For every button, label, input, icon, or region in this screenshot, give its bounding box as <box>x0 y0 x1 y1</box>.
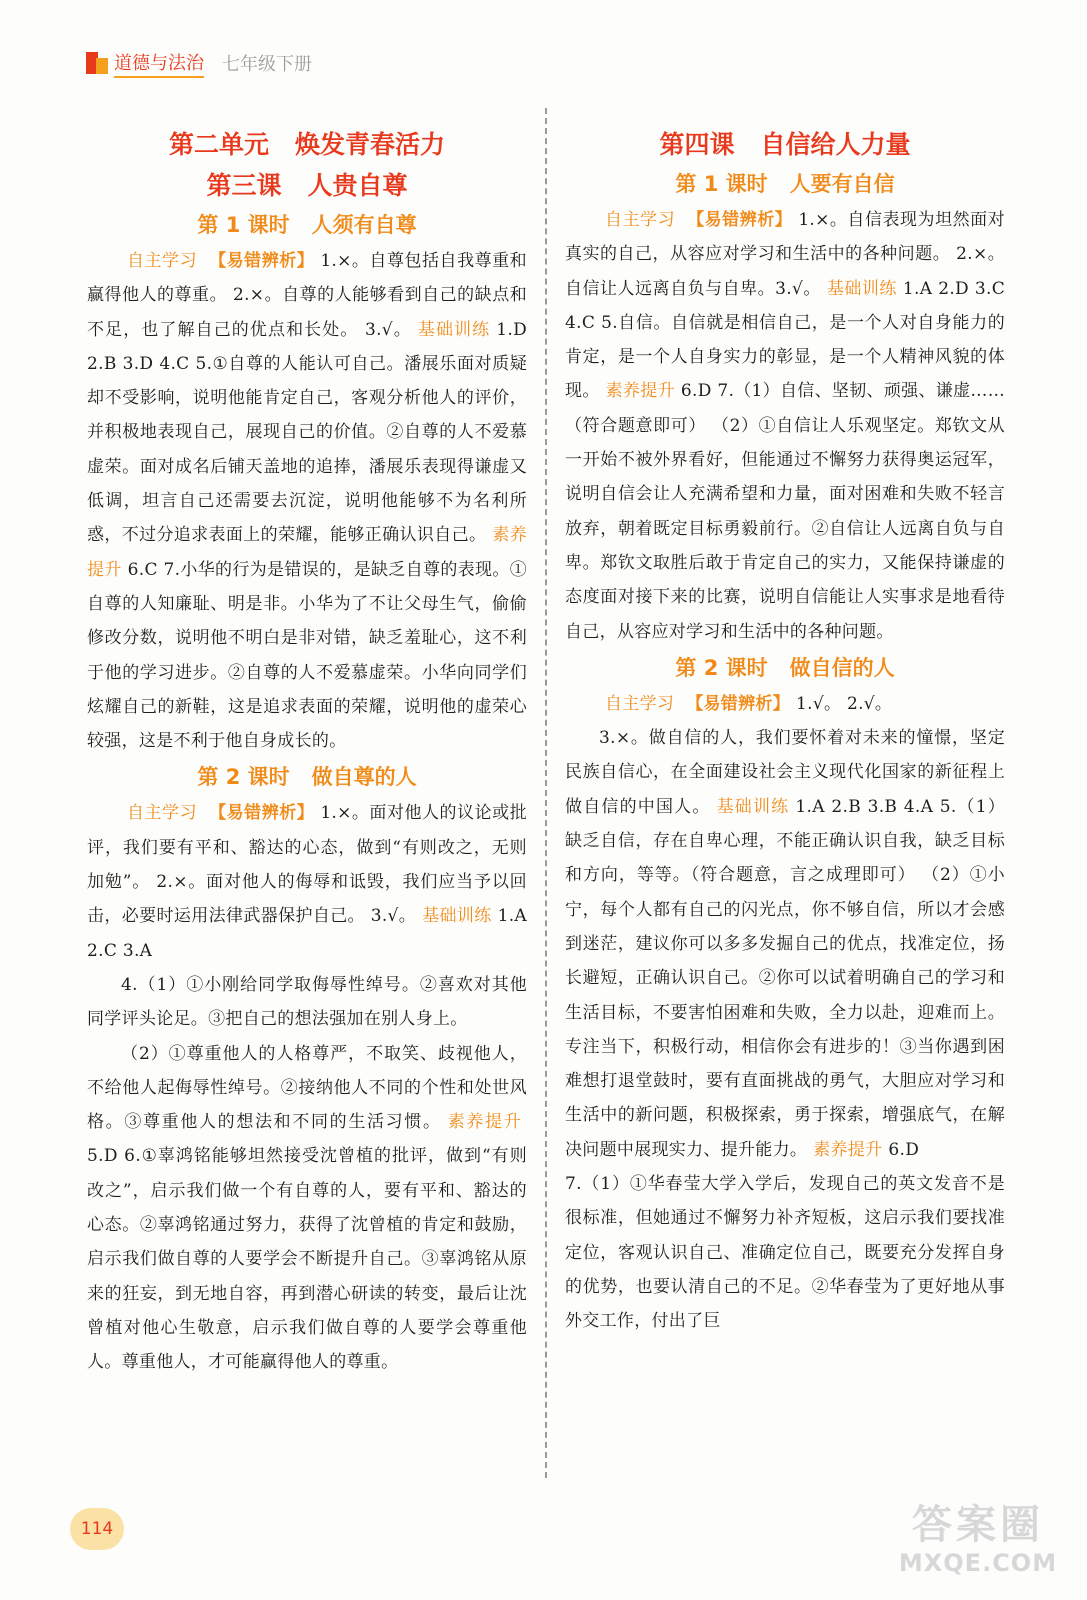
section-tag-basic-training: 基础训练 <box>422 906 492 927</box>
section-tag-basic-training: 基础训练 <box>716 796 790 817</box>
answer-text: 6.C 7.小华的行为是错误的，是缺乏自尊的表现。①自尊的人知廉耻、明是非。小华为了不让父母生气，偷偷修改分数，说明他不明白是非对错，缺乏羞耻心，这不利于他的学习进步。②自尊的人不爱慕虚荣。小华向同学们炫耀自己的新鞋，这是追求表面的荣耀，说明他的虚荣心较强，这是不利于他自身成长的。 <box>87 559 527 752</box>
column-divider <box>545 108 547 1478</box>
lesson-title: 第三课 人贵自尊 <box>206 171 408 200</box>
watermark-logo <box>893 1502 1063 1590</box>
answer-text: 1.√。 2.√。 <box>796 693 893 714</box>
answer-text: 1.×。自信表现为坦然面对真实的自己，从容应对学习和生活中的各种问题。 2.×。自信让人远离自负与自卑。3.√。 <box>565 210 1005 299</box>
answer-paragraph <box>565 721 1005 1167</box>
section-tag-basic-training: 基础训练 <box>826 278 897 299</box>
section-tag-basic-training: 基础训练 <box>417 319 491 340</box>
answer-text: 1.×。自尊包括自我尊重和赢得他人的尊重。 2.×。自尊的人能够看到自己的缺点和不足，也了解自己的优点和长处。 3.√。 <box>87 251 527 340</box>
section-tag-self-study: 自主学习 <box>605 693 675 714</box>
section-tag-self-study: 自主学习 <box>127 803 198 824</box>
book-grade: 七年级下册 <box>222 54 312 75</box>
section-tag-improvement: 素养提升 <box>447 1112 522 1133</box>
answer-text: 1.A 2.B 3.B 4.A 5.（1）缺乏自信，存在自卑心理，不能正确认识自我，缺乏目标和方向，等等。（符合题意，言之成理即可） （2）①小宁，每个人都有自己的闪光点，你不够自信，所以才会感到迷茫，建议你可以多多发掘自己的优点，找准定位，扬长避短，正确认识自己。②你可以试着明确自己的学习和生活目标，不要害怕困难和失败，全力以赴，迎难而上。专注当下，积极行动，相信你会有进步的！③当你遇到困难想打退堂鼓时，要有直面挑战的勇气，大胆应对学习和生活中的新问题，积极探索，勇于探索，增强底气，在解决问题中展现实力、提升能力。 <box>565 796 1006 1160</box>
unit-title: 第二单元 焕发青春活力 <box>168 130 446 159</box>
left-column <box>87 124 527 1380</box>
book-logo-icon <box>86 52 108 74</box>
page-header <box>86 48 312 78</box>
section-tag-error-analysis: 【易错辨析】 <box>209 803 315 824</box>
answer-paragraph: 7.（1）①华春莹大学入学后，发现自己的英文发音不是很标准，但她通过不懈努力补齐短板，这启示我们要找准定位，客观认识自己、准确定位自己，既要充分发挥自身的优势，也要认清自己的不足。②华春莹为了更好地从事外交工作，付出了巨 <box>565 1174 1005 1332</box>
answer-text: 1.D 2.B 3.D 4.C 5.①自尊的人能认可自己。潘展乐面对质疑却不受影响，说明他能肯定自己，客观分析他人的评价，并积极地表现自己，展现自己的价值。②自尊的人不爱慕虚荣。面对成名后铺天盖地的追捧，潘展乐表现得谦虚又低调，坦言自己还需要去沉淀，说明他能够不为名利所惑，不过分追求表面上的荣耀，能够正确认识自己。 <box>87 319 527 546</box>
answer-paragraph <box>87 1037 527 1380</box>
answer-paragraph <box>565 687 1005 721</box>
answer-paragraph <box>87 796 527 967</box>
page-number: 114 <box>70 1508 124 1550</box>
answer-text: 1.A 2.D 3.C 4.C 5.自信。自信就是相信自己，是一个人对自身能力的肯定，是一个人自身实力的彰显，是一个人精神风貌的体现。 <box>565 278 1005 402</box>
section-tag-improvement: 素养提升 <box>605 381 675 402</box>
section-tag-error-analysis: 【易错辨析】 <box>686 693 791 714</box>
section-tag-improvement: 素养提升 <box>813 1139 883 1160</box>
period-title: 第 1 课时 人要有自信 <box>675 172 895 196</box>
watermark-text-en: MXQE.COM <box>898 1549 1058 1577</box>
section-tag-error-analysis: 【易错辨析】 <box>687 210 793 230</box>
period-title: 第 1 课时 人须有自尊 <box>197 213 417 237</box>
answer-text: 3.×。做自信的人，我们要怀着对未来的憧憬，坚定民族自信心，在全面建设社会主义现代化国家的新征程上做自信的中国人。 <box>565 728 1005 817</box>
answer-text: 5.D 6.①辜鸿铭能够坦然接受沈曾植的批评，做到“有则改之”，启示我们做一个有自尊的人，要有平和、豁达的心态。②辜鸿铭通过努力，获得了沈曾植的肯定和鼓励，启示我们做自尊的人要学会不断提升自己。③辜鸿铭从原来的狂妄，到无地自容，再到潜心研读的转变，最后让沈曾植对他心生敬意，启示我们做自尊的人要学会尊重他人。尊重他人，才可能赢得他人的尊重。 <box>87 1146 527 1373</box>
answer-paragraph <box>565 203 1005 649</box>
answer-text: 1.×。面对他人的议论或批评，我们要有平和、豁达的心态，做到“有则改之，无则加勉”。 2.×。面对他人的侮辱和诋毁，我们应当予以回击，必要时运用法律武器保护自己。 3.√。 <box>87 803 527 927</box>
section-tag-self-study: 自主学习 <box>127 251 198 271</box>
answer-text: （2）①尊重他人的人格尊严，不取笑、歧视他人，不给他人起侮辱性绰号。②接纳他人不同的个性和处世风格。③尊重他人的想法和不同的生活习惯。 <box>87 1043 527 1133</box>
section-tag-improvement: 素养提升 <box>87 525 527 580</box>
answer-text: 6.D <box>888 1139 920 1160</box>
lesson-title: 第四课 自信给人力量 <box>659 130 911 159</box>
section-tag-self-study: 自主学习 <box>605 210 676 230</box>
period-title: 第 2 课时 做自信的人 <box>675 655 895 680</box>
right-column <box>565 124 1005 1339</box>
answer-text: 6.D 7.（1）自信、坚韧、顽强、谦虚……（符合题意即可） （2）①自信让人乐观坚定。郑钦文从一开始不被外界看好，但能通过不懈努力获得奥运冠军，说明自信会让人充满希望和力量，面对困难和失败不轻言放弃，朝着既定目标勇毅前行。②自信让人远离自负与自卑。郑钦文取胜后敢于肯定自己的实力，又能保持谦虚的态度面对接下来的比赛，说明自信能让人实事求是地看待自己，从容应对学习和生活中的各种问题。 <box>565 381 1006 642</box>
book-title: 道德与法治 <box>114 49 204 78</box>
answer-paragraph <box>87 244 527 758</box>
answer-paragraph: 4.（1）①小刚给同学取侮辱性绰号。②喜欢对其他同学评头论足。③把自己的想法强加在别人身上。 <box>87 974 527 1030</box>
period-title: 第 2 课时 做自尊的人 <box>197 765 417 790</box>
answer-text: 1.A 2.C 3.A <box>87 906 527 961</box>
watermark-text-cn: 答案圈 <box>912 1502 1044 1548</box>
section-tag-error-analysis: 【易错辨析】 <box>209 251 315 271</box>
